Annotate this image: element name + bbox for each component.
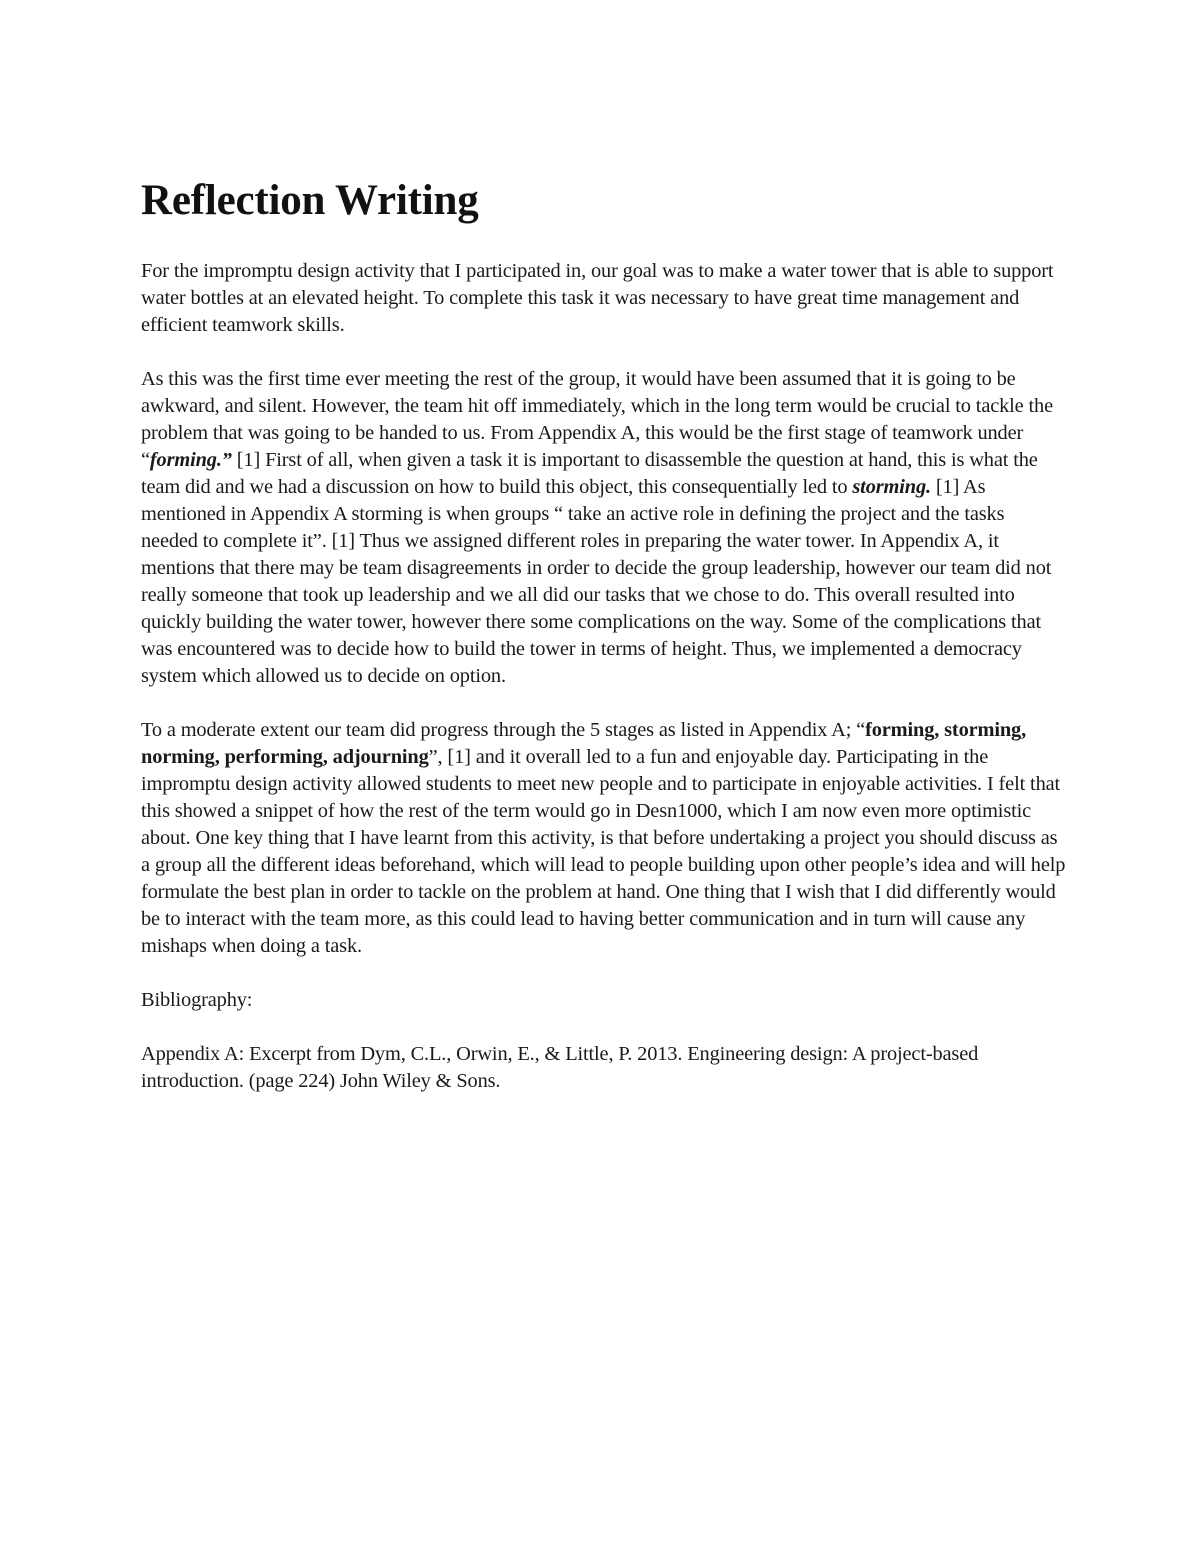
term-forming: forming.” bbox=[149, 449, 232, 471]
document-title: Reflection Writing bbox=[141, 177, 479, 224]
paragraph-text: As this was the first time ever meeting the rest of the group, it would have been assumed that it is going to be awkward, and silent. However, the team hit off immediately, which in the long term would be crucial to tackle the problem that was going to be handed to us. From Appendix A, this would be the first stage of teamwork under “ bbox=[141, 368, 1053, 471]
bibliography-entry: Appendix A: Excerpt from Dym, C.L., Orwin, E., & Little, P. 2013. Engineering design: A project-based introduction. (page 224) John Wiley & Sons. bbox=[141, 1043, 979, 1092]
paragraph-forming-storming bbox=[141, 366, 1066, 690]
document-page bbox=[141, 172, 1066, 1122]
paragraph-text: [1] As mentioned in Appendix A storming is when groups “ take an active role in defining the project and the tasks needed to complete it”. [1] Thus we assigned different roles in preparing the water tower. In Appendix A, it mentions that there may be team disagreements in order to decide the group leadership, however our team did not really someone that took up leadership and we all did our tasks that we chose to do. This overall resulted into quickly building the water tower, however there some complications on the way. Some of the complications that was encountered was to decide how to build the tower in terms of height. Thus, we implemented a democracy system which allowed us to decide on option. bbox=[141, 476, 1052, 687]
term-storming: storming. bbox=[852, 476, 931, 498]
paragraph-text: To a moderate extent our team did progress through the 5 stages as listed in Appendix A; “ bbox=[141, 719, 866, 741]
bibliography-heading: Bibliography: bbox=[141, 989, 253, 1011]
paragraph-stages bbox=[141, 717, 1066, 960]
paragraph-intro: For the impromptu design activity that I participated in, our goal was to make a water tower that is able to support water bottles at an elevated height. To complete this task it was necessary to have great time management and efficient teamwork skills. bbox=[141, 260, 1054, 336]
paragraph-text: ”, [1] and it overall led to a fun and enjoyable day. Participating in the impromptu design activity allowed students to meet new people and to participate in enjoyable activities. I felt that this showed a snippet of how the rest of the term would go in Desn1000, which I am now even more optimistic about. One key thing that I have learnt from this activity, is that before undertaking a project you should discuss as a group all the different ideas beforehand, which will lead to people building upon other people’s idea and will help formulate the best plan in order to tackle on the problem at hand. One thing that I wish that I did differently would be to interact with the team more, as this could lead to having better communication and in turn will cause any mishaps when doing a task. bbox=[141, 746, 1066, 957]
paragraph-text: [1] First of all, when given a task it is important to disassemble the question at hand, this is what the team did and we had a discussion on how to build this object, this consequentially led to bbox=[141, 449, 1038, 498]
term-stages: forming, storming, norming, performing, adjourning bbox=[141, 719, 1027, 768]
